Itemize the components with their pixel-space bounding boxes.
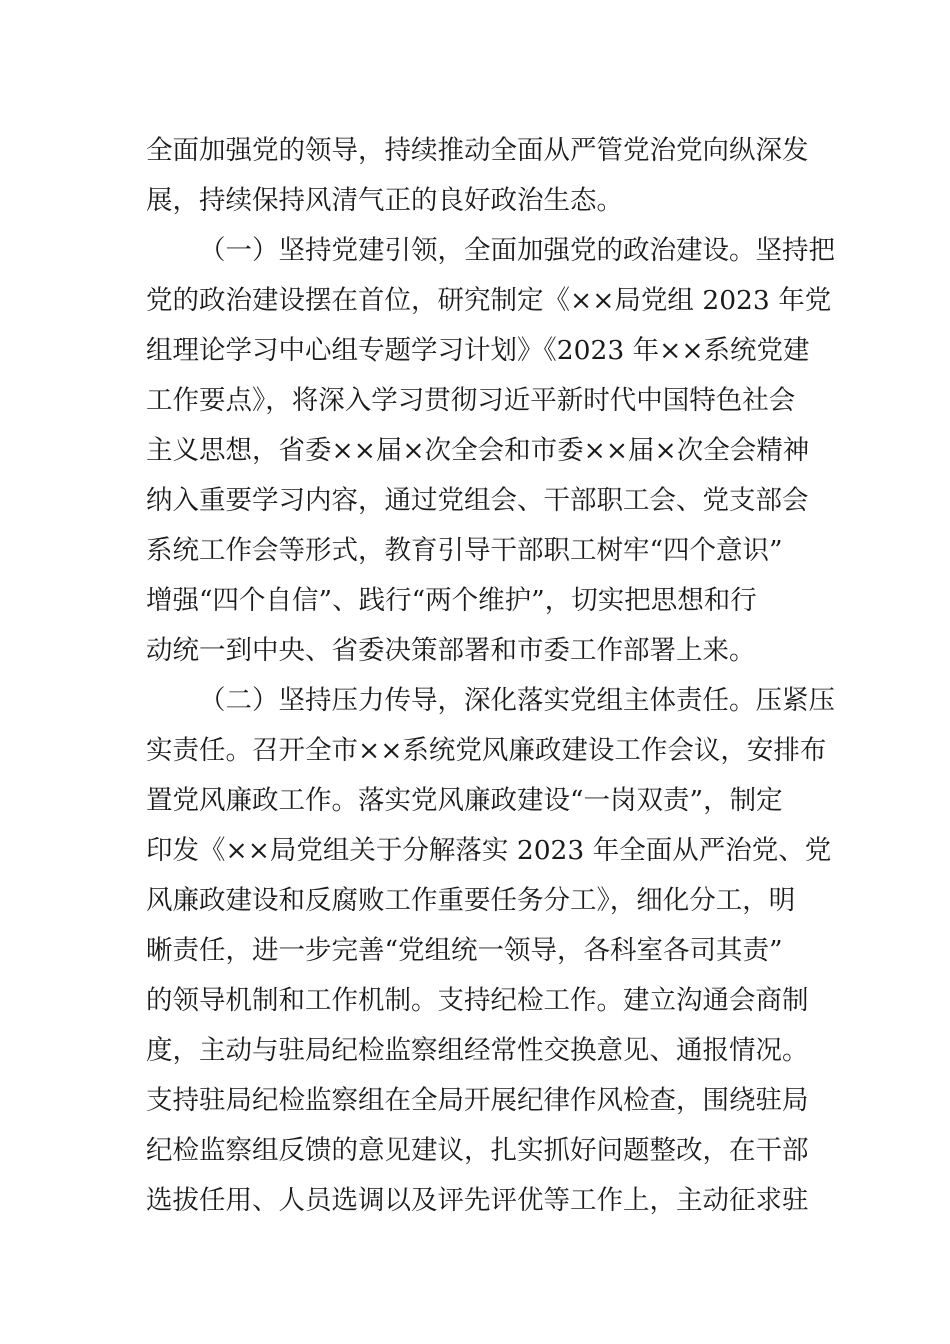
paragraph-start-line: （一）坚持党建引领，全面加强党的政治建设。坚持把 (199, 235, 835, 266)
text-line: 纪检监察组反馈的意见建议，扎实抓好问题整改，在干部 (146, 1135, 809, 1166)
document-body (146, 126, 835, 1226)
text-line: 风廉政建设和反腐败工作重要任务分工》，细化分工，明 (146, 885, 796, 916)
text-line: 系统工作会等形式，教育引导干部职工树牢“四个意识” (146, 535, 783, 566)
text-line: 全面加强党的领导，持续推动全面从严管党治党向纵深发 (146, 135, 809, 166)
text-line: 支持驻局纪检监察组在全局开展纪律作风检查，围绕驻局 (146, 1085, 809, 1116)
text-line: 度，主动与驻局纪检监察组经常性交换意见、通报情况。 (146, 1035, 809, 1066)
text-line: 置党风廉政工作。落实党风廉政建设“一岗双责”，制定 (146, 785, 783, 816)
text-line: 增强“四个自信”、践行“两个维护”，切实把思想和行 (146, 585, 757, 616)
text-line: 党的政治建设摆在首位，研究制定《××局党组 2023 年党 (146, 285, 832, 316)
paragraph-start-line: （二）坚持压力传导，深化落实党组主体责任。压紧压 (199, 685, 835, 716)
text-line: 展，持续保持风清气正的良好政治生态。 (146, 185, 623, 216)
text-line: 主义思想，省委××届×次全会和市委××届×次全会精神 (146, 435, 810, 466)
text-line: 选拔任用、人员选调以及评先评优等工作上，主动征求驻 (146, 1185, 809, 1216)
text-line: 组理论学习中心组专题学习计划》《2023 年××系统党建 (146, 335, 810, 366)
text-line: 晰责任，进一步完善“党组统一领导，各科室各司其责” (146, 935, 783, 966)
text-line: 工作要点》，将深入学习贯彻习近平新时代中国特色社会 (146, 385, 796, 416)
text-line: 的领导机制和工作机制。支持纪检工作。建立沟通会商制 (146, 985, 809, 1016)
text-line: 动统一到中央、省委决策部署和市委工作部署上来。 (146, 635, 756, 666)
text-line: 实责任。召开全市××系统党风廉政建设工作会议，安排布 (146, 735, 827, 766)
text-line: 纳入重要学习内容，通过党组会、干部职工会、党支部会 (146, 485, 809, 516)
text-line: 印发《××局党组关于分解落实 2023 年全面从严治党、党 (146, 835, 832, 866)
